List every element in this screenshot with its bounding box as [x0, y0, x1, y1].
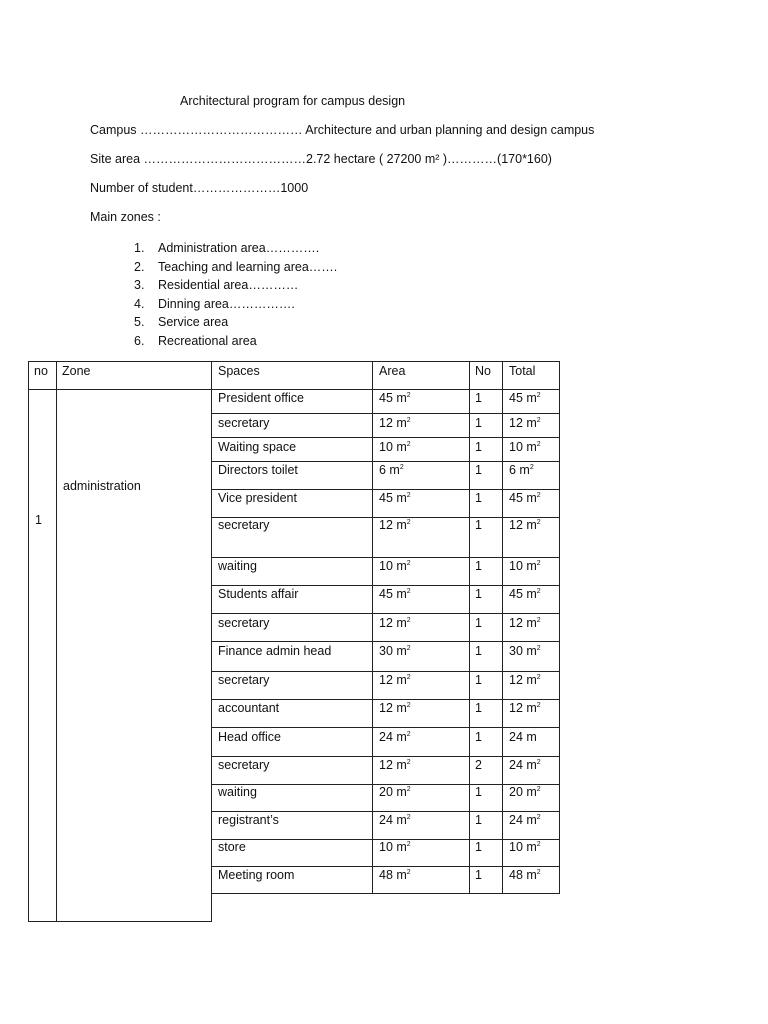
- cell-area: [379, 758, 411, 772]
- cell-count: [475, 440, 482, 454]
- cell-count: [475, 758, 482, 772]
- list-number: 2.: [134, 259, 145, 274]
- cell-space: [218, 868, 294, 882]
- list-number: 3.: [134, 278, 145, 293]
- list-text: Service area: [158, 315, 229, 330]
- cell-count: [475, 416, 482, 430]
- cell-count-value: 1: [475, 673, 482, 687]
- cell-count-value: 1: [475, 391, 482, 405]
- cell-area: [379, 785, 411, 799]
- cell-area-value: 12 m: [379, 701, 407, 715]
- cell-total-value: 48 m: [509, 868, 537, 882]
- cell-area-value: 48 m: [379, 868, 407, 882]
- cell-space: [218, 701, 279, 715]
- cell-space-value: Students affair: [218, 587, 299, 601]
- unit-exponent: 2: [406, 492, 411, 499]
- cell-count: [475, 730, 482, 744]
- cell-area: [379, 840, 411, 854]
- cell-area-value: 12 m: [379, 758, 407, 772]
- cell-count-value: 1: [475, 463, 482, 477]
- cell-area: [379, 587, 411, 601]
- cell-space-value: waiting: [218, 785, 257, 799]
- cell-total: [509, 416, 541, 430]
- unit-exponent: 2: [406, 786, 411, 793]
- unit-exponent: 2: [406, 519, 411, 526]
- cell-total: [509, 813, 541, 827]
- list-text: Administration area………….: [158, 241, 320, 255]
- column-divider: [502, 361, 503, 894]
- row-divider: [211, 727, 560, 728]
- cell-area: [379, 518, 411, 532]
- cell-area-value: 24 m: [379, 730, 407, 744]
- list-text: Dinning area…………….: [158, 296, 295, 311]
- row-divider: [211, 557, 560, 558]
- list-number: 4.: [134, 296, 145, 311]
- cell-space-value: Vice president: [218, 491, 297, 505]
- unit-exponent: 2: [536, 814, 541, 821]
- cell-area-value: 45 m: [379, 491, 407, 505]
- row-divider: [211, 461, 560, 462]
- unit-exponent: 2: [399, 464, 404, 471]
- cell-count-value: 1: [475, 587, 482, 601]
- cell-total: [509, 644, 541, 658]
- cell-total-value: 24 m: [509, 730, 537, 744]
- cell-total: [509, 440, 541, 454]
- cell-count-value: 1: [475, 868, 482, 882]
- cell-area-value: 12 m: [379, 673, 407, 687]
- cell-count: [475, 840, 482, 854]
- cell-space: [218, 644, 331, 658]
- list-number: 6.: [134, 333, 145, 348]
- row-divider: [211, 811, 560, 812]
- cell-total-value: 12 m: [509, 673, 537, 687]
- cell-area: [379, 416, 411, 430]
- cell-space: [218, 840, 246, 854]
- cell-count: [475, 701, 482, 715]
- cell-count-value: 1: [475, 644, 482, 658]
- cell-space-value: secretary: [218, 616, 270, 630]
- row-divider: [211, 699, 560, 700]
- unit-exponent: 2: [406, 841, 411, 848]
- cell-total: [509, 785, 541, 799]
- unit-exponent: 2: [536, 786, 541, 793]
- cell-count: [475, 391, 482, 405]
- list-item: [134, 313, 337, 332]
- cell-area-value: 10 m: [379, 840, 407, 854]
- unit-exponent: 2: [406, 759, 411, 766]
- cell-count: [475, 491, 482, 505]
- cell-area-value: 45 m: [379, 391, 407, 405]
- cell-count: [475, 587, 482, 601]
- column-divider: [372, 361, 373, 894]
- cell-space-value: registrant’s: [218, 813, 279, 827]
- cell-count-value: 1: [475, 840, 482, 854]
- unit-exponent: 2: [406, 560, 411, 567]
- unit-exponent: 2: [406, 869, 411, 876]
- table-border-top: [28, 361, 560, 362]
- unit-exponent: 2: [536, 417, 541, 424]
- cell-space: [218, 673, 269, 687]
- cell-total: [509, 559, 541, 573]
- cell-count-value: 1: [475, 491, 482, 505]
- table-header-divider: [28, 389, 560, 390]
- cell-count: [475, 785, 482, 799]
- cell-space: [218, 813, 279, 827]
- unit-exponent: 2: [536, 492, 541, 499]
- header-count: No: [475, 364, 491, 378]
- cell-area-value: 20 m: [379, 785, 407, 799]
- cell-total: [509, 840, 541, 854]
- cell-total: [509, 587, 541, 601]
- cell-area-value: 10 m: [379, 440, 407, 454]
- cell-total-value: 6 m: [509, 463, 530, 477]
- site-area-line: Site area …………………………………2.72 hectare ( 27200 m² )…………(170*160): [90, 152, 552, 166]
- row-divider: [211, 413, 560, 414]
- unit-exponent: 2: [536, 645, 541, 652]
- cell-count: [475, 868, 482, 882]
- cell-space-value: Meeting room: [218, 868, 295, 882]
- cell-area-value: 12 m: [379, 416, 407, 430]
- cell-total: [509, 730, 537, 744]
- cell-total-value: 24 m: [509, 758, 537, 772]
- unit-exponent: 2: [406, 417, 411, 424]
- cell-total-value: 30 m: [509, 644, 537, 658]
- cell-space-value: secretary: [218, 416, 270, 430]
- cell-space-value: President office: [218, 391, 304, 405]
- row-divider: [211, 613, 560, 614]
- cell-space: [218, 616, 269, 630]
- cell-area-value: 6 m: [379, 463, 400, 477]
- zone-number: 1: [35, 513, 42, 527]
- cell-area: [379, 701, 411, 715]
- unit-exponent: 2: [406, 674, 411, 681]
- list-item: [134, 258, 337, 277]
- cell-space-value: secretary: [218, 673, 270, 687]
- cell-space: [218, 491, 297, 505]
- cell-total: [509, 391, 541, 405]
- header-no: no: [34, 364, 48, 378]
- cell-total: [509, 673, 541, 687]
- cell-total-value: 10 m: [509, 559, 537, 573]
- cell-space: [218, 758, 269, 772]
- cell-area: [379, 813, 411, 827]
- cell-count: [475, 559, 482, 573]
- cell-space: [218, 785, 257, 799]
- cell-total: [509, 463, 534, 477]
- cell-area: [379, 463, 404, 477]
- zone-name: administration: [63, 479, 141, 493]
- cell-area: [379, 644, 411, 658]
- cell-space-value: Waiting space: [218, 440, 297, 454]
- unit-exponent: 2: [536, 519, 541, 526]
- cell-area-value: 24 m: [379, 813, 407, 827]
- cell-space-value: accountant: [218, 701, 280, 715]
- cell-count: [475, 813, 482, 827]
- cell-space: [218, 463, 298, 477]
- list-item: [134, 295, 337, 314]
- column-divider: [211, 361, 212, 922]
- cell-count-value: 1: [475, 440, 482, 454]
- row-divider: [211, 893, 560, 894]
- cell-space-value: Finance admin head: [218, 644, 332, 658]
- header-total: Total: [509, 364, 536, 378]
- cell-count: [475, 616, 482, 630]
- header-area: Area: [379, 364, 406, 378]
- cell-space-value: waiting: [218, 559, 257, 573]
- cell-count-value: 1: [475, 416, 482, 430]
- list-number: 5.: [134, 315, 145, 330]
- unit-exponent: 2: [536, 617, 541, 624]
- cell-total: [509, 758, 541, 772]
- row-divider: [211, 489, 560, 490]
- list-item: [134, 239, 337, 258]
- unit-exponent: 2: [406, 588, 411, 595]
- cell-area-value: 30 m: [379, 644, 407, 658]
- cell-total-value: 45 m: [509, 587, 537, 601]
- cell-total-value: 10 m: [509, 440, 537, 454]
- cell-total: [509, 616, 541, 630]
- cell-total-value: 45 m: [509, 391, 537, 405]
- unit-exponent: 2: [406, 392, 411, 399]
- cell-total-value: 12 m: [509, 416, 537, 430]
- unit-exponent: 2: [536, 869, 541, 876]
- row-divider: [211, 866, 560, 867]
- cell-area: [379, 730, 411, 744]
- cell-space-value: Directors toilet: [218, 463, 298, 477]
- cell-count-value: 1: [475, 701, 482, 715]
- page-title: Architectural program for campus design: [180, 94, 406, 108]
- cell-count-value: 1: [475, 730, 482, 744]
- cell-total-value: 20 m: [509, 785, 537, 799]
- list-item: [134, 332, 337, 351]
- header-spaces: Spaces: [218, 364, 260, 378]
- cell-total-value: 10 m: [509, 840, 537, 854]
- cell-total-value: 45 m: [509, 491, 537, 505]
- cell-area-value: 12 m: [379, 616, 407, 630]
- row-divider: [211, 671, 560, 672]
- list-item: [134, 276, 337, 295]
- cell-space: [218, 391, 304, 405]
- table-border-left: [28, 361, 29, 922]
- cell-space: [218, 587, 298, 601]
- cell-count-value: 1: [475, 559, 482, 573]
- cell-area: [379, 616, 411, 630]
- student-count-line: Number of student…………………1000: [90, 181, 309, 195]
- cell-total: [509, 868, 541, 882]
- main-zones-list: [134, 239, 337, 351]
- cell-count-value: 1: [475, 616, 482, 630]
- cell-area: [379, 673, 411, 687]
- unit-exponent: 2: [406, 617, 411, 624]
- row-divider: [211, 641, 560, 642]
- unit-exponent: 2: [536, 560, 541, 567]
- cell-area-value: 12 m: [379, 518, 407, 532]
- column-divider: [56, 361, 57, 922]
- cell-area: [379, 391, 411, 405]
- header-zone: Zone: [62, 364, 91, 378]
- cell-total-value: 12 m: [509, 518, 537, 532]
- cell-count-value: 1: [475, 785, 482, 799]
- cell-count: [475, 518, 482, 532]
- unit-exponent: 2: [536, 392, 541, 399]
- cell-area: [379, 559, 411, 573]
- cell-space: [218, 730, 281, 744]
- cell-total-value: 12 m: [509, 701, 537, 715]
- unit-exponent: 2: [529, 464, 534, 471]
- row-divider: [211, 756, 560, 757]
- cell-area-value: 10 m: [379, 559, 407, 573]
- unit-exponent: 2: [536, 702, 541, 709]
- cell-area: [379, 440, 411, 454]
- cell-count: [475, 644, 482, 658]
- cell-space-value: secretary: [218, 758, 270, 772]
- cell-space: [218, 440, 296, 454]
- unit-exponent: 2: [536, 841, 541, 848]
- column-divider: [469, 361, 470, 894]
- cell-space-value: Head office: [218, 730, 282, 744]
- cell-space: [218, 416, 269, 430]
- cell-total: [509, 491, 541, 505]
- unit-exponent: 2: [406, 645, 411, 652]
- cell-count: [475, 673, 482, 687]
- cell-count-value: 2: [475, 758, 482, 772]
- cell-space-value: secretary: [218, 518, 270, 532]
- cell-total-value: 24 m: [509, 813, 537, 827]
- cell-total: [509, 518, 541, 532]
- unit-exponent: 2: [536, 441, 541, 448]
- table-border-right: [559, 361, 560, 894]
- row-divider: [211, 585, 560, 586]
- cell-count: [475, 463, 482, 477]
- cell-area-value: 45 m: [379, 587, 407, 601]
- unit-exponent: 2: [406, 441, 411, 448]
- cell-count-value: 1: [475, 518, 482, 532]
- unit-exponent: 2: [406, 814, 411, 821]
- cell-area: [379, 868, 411, 882]
- cell-space-value: store: [218, 840, 246, 854]
- cell-total-value: 12 m: [509, 616, 537, 630]
- main-zones-heading: Main zones :: [90, 210, 161, 224]
- cell-area: [379, 491, 411, 505]
- unit-exponent: 2: [536, 759, 541, 766]
- cell-count-value: 1: [475, 813, 482, 827]
- unit-exponent: 2: [536, 588, 541, 595]
- cell-total: [509, 701, 541, 715]
- unit-exponent: 2: [406, 731, 411, 738]
- unit-exponent: 2: [406, 702, 411, 709]
- cell-space: [218, 559, 257, 573]
- list-text: Recreational area: [158, 333, 257, 348]
- unit-exponent: 2: [536, 674, 541, 681]
- row-divider: [211, 437, 560, 438]
- list-number: 1.: [134, 241, 145, 255]
- cell-space: [218, 518, 269, 532]
- list-text: Teaching and learning area…….: [158, 259, 338, 274]
- campus-line: Campus ………………………………… Architecture and urban planning and design campus: [90, 123, 595, 137]
- list-text: Residential area…………: [158, 278, 299, 293]
